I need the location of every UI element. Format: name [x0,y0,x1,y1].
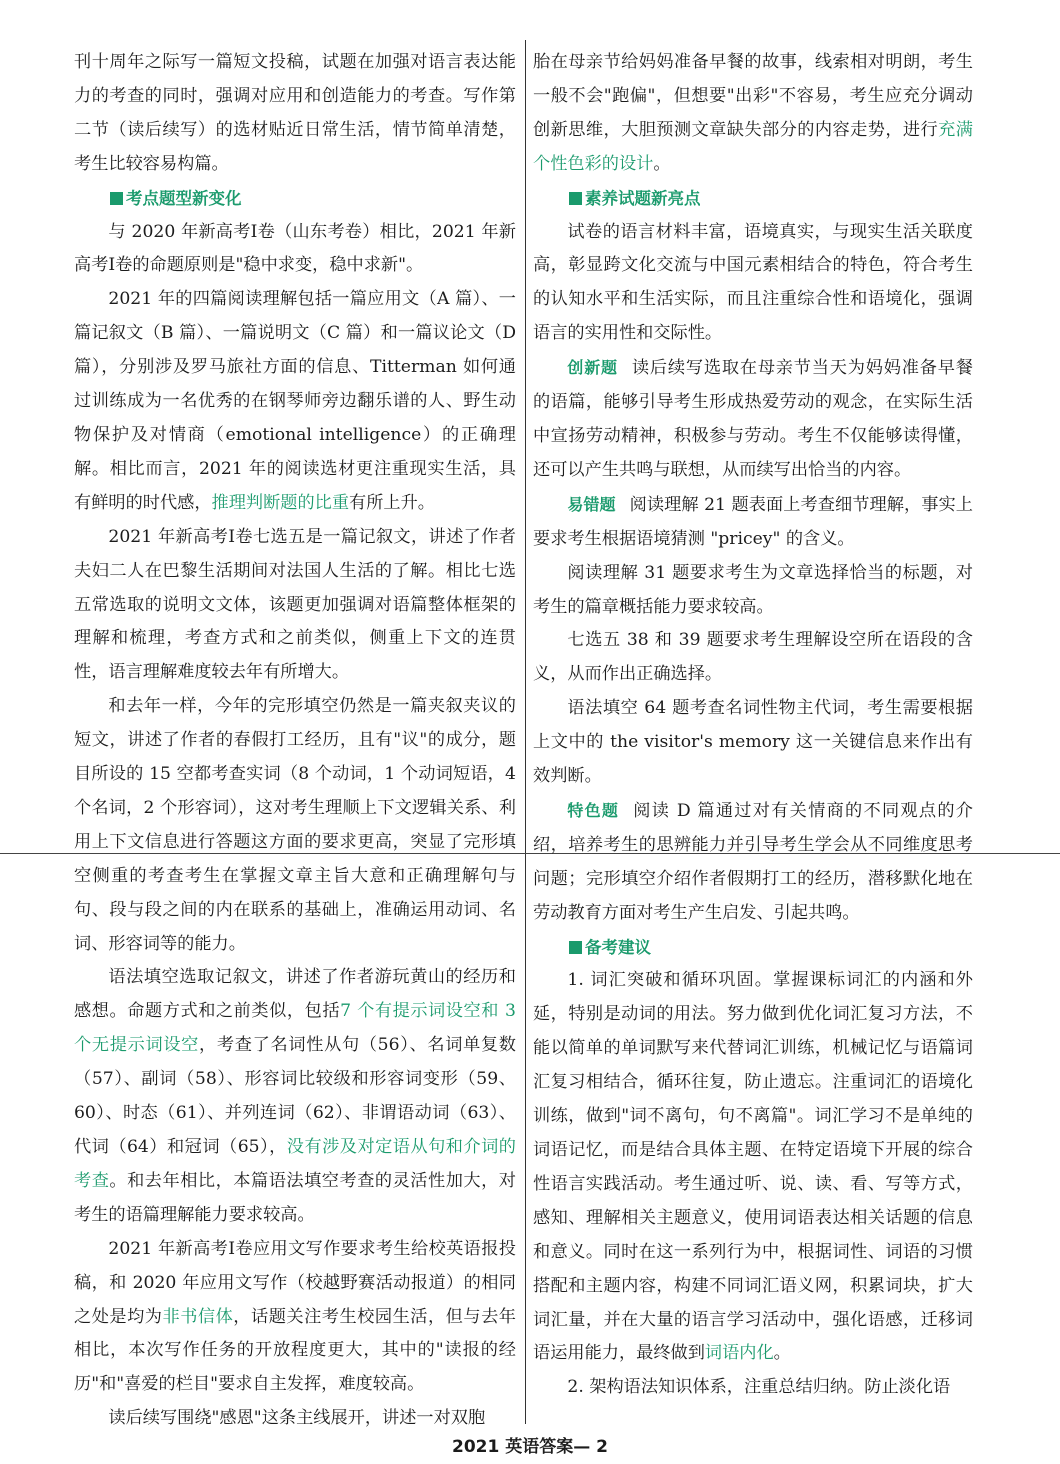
paragraph: 语法填空选取记叙文，讲述了作者游玩黄山的经历和感想。命题方式和之前类似，包括7 个有提示词设空和 3 个无提示词设空，考查了名词性从句（56）、名词单复数（57）、副词（58）、形容词比较级和形容词变形（59、60）、时态（61）、并列连词（62）、非谓语动词（63）、代词（64）和冠词（65），没有涉及对定语从句和介词的考查。和去年相比，本篇语法填空考查的灵活性加大，对考生的语篇理解能力要求较高。 [74,967,516,1225]
keyword-label: 特色题 [567,800,620,820]
page-footer: 2021 英语答案— 2 [452,1437,608,1457]
paragraph: 2021 年的四篇阅读理解包括一篇应用文（A 篇）、一篇记叙文（B 篇）、一篇说明文（C 篇）和一篇议论文（D 篇），分别涉及罗马旅社方面的信息、Titterman 如何通过训练成为一名优秀的在钢琴师旁边翻乐谱的人、野生动物保护及对情商（emotional intelligence）的正确理解。相比而言，2021 年的阅读选材更注重现实生活，具有鲜明的时代感，推理判断题的比重有所上升。 [74,289,516,513]
square-bullet-icon [110,192,123,205]
column-divider [525,40,526,1424]
paragraph: 创新题 读后续写选取在母亲节当天为妈妈准备早餐的语篇，能够引导考生形成热爱劳动的观念，在实际生活中宣扬劳动精神，积极参与劳动。考生不仅能够读得懂，还可以产生共鸣与联想，从而续写出恰当的内容。 [533,358,973,480]
paragraph: 语法填空 64 题考查名词性物主代词，考生需要根据上文中的 the visitor's memory 这一关键信息来作出有效判断。 [533,698,973,787]
paragraph: 特色题 阅读 D 篇通过对有关情商的不同观点的介绍，培养考生的思辨能力并引导考生学会从不同维度思考问题；完形填空介绍作者假期打工的经历，潜移默化地在劳动教育方面对考生产生启发、引起共鸣。 [533,800,973,923]
paragraph: 2021 年新高考Ⅰ卷应用文写作要求考生给校英语报投稿，和 2020 年应用文写作（校越野赛活动报道）的相同之处是均为非书信体，话题关注考生校园生活，但与去年相比，本次写作任务的开放程度更大，其中的"读报的经历"和"喜爱的栏目"要求自主发挥，难度较高。 [74,1238,516,1395]
paragraph: 2021 年新高考Ⅰ卷七选五是一篇记叙文，讲述了作者夫妇二人在巴黎生活期间对法国人生活的了解。相比七选五常选取的说明文文体，该题更加强调对语篇整体框架的理解和梳理，考查方式和之前类似，侧重上下文的连贯性，语言理解难度较去年有所增大。 [74,526,516,683]
keyword-label: 易错题 [567,494,616,514]
paragraph: 1. 词汇突破和循环巩固。掌握课标词汇的内涵和外延，特别是动词的用法。努力做到优化词汇复习方法，不能以简单的单词默写来代替词汇训练，机械记忆与语篇词汇复习相结合，循环往复，防止遗忘。注重词汇的语境化训练，做到"词不离句，句不离篇"。词汇学习不是单纯的词语记忆，而是结合具体主题、在特定语境下开展的综合性语言实践活动。考生通过听、说、读、看、写等方式，感知、理解相关主题意义，使用词语表达相关话题的信息和意义。同时在这一系列行为中，根据词性、词语的习惯搭配和主题内容，构建不同词汇语义网，积累词块，扩大词汇量，并在大量的语言学习活动中，强化语感，迁移词语运用能力，最终做到词语内化。 [533,970,973,1364]
section-heading: 素养试题新亮点 [533,182,973,216]
left-column [74,46,516,1436]
highlight-text: 推理判断题的比重 [211,492,350,513]
paragraph: 和去年一样，今年的完形填空仍然是一篇夹叙夹议的短文，讲述了作者的春假打工经历，且有"议"的成分，题目所设的 15 空都考查实词（8 个动词，1 个动词短语，4 个名词，2 个形容词），这对考生理顺上下文逻辑关系、利用上下文信息进行答题这方面的要求更高，突显了完形填空侧重的考查考生在掌握文章主旨大意和正确理解句与句、段与段之间的内在联系的基础上，准确运用动词、名词、形容词等的能力。 [74,696,516,954]
paragraph: 2. 架构语法知识体系，注重总结归纳。防止淡化语 [567,1377,951,1398]
section-heading: 考点题型新变化 [74,182,516,216]
paragraph: 七选五 38 和 39 题要求考生理解设空所在语段的含义，从而作出正确选择。 [533,630,973,685]
section-heading: 备考建议 [533,931,973,965]
paragraph: 胎在母亲节给妈妈准备早餐的故事，线索相对明朗，考生一般不会"跑偏"，但想要"出彩"不容易，考生应充分调动创新思维，大胆预测文章缺失部分的内容走势，进行充满个性色彩的设计。 [533,52,973,174]
square-bullet-icon [569,192,582,205]
paragraph: 读后续写围绕"感恩"这条主线展开，讲述一对双胞 [108,1408,486,1429]
square-bullet-icon [569,941,582,954]
highlight-text: 充满个性色彩的设计 [533,119,973,174]
right-column [533,46,973,1405]
highlight-text: 没有涉及对定语从句和介词的考查 [74,1137,516,1191]
paragraph: 阅读理解 31 题要求考生为文章选择恰当的标题，对考生的篇章概括能力要求较高。 [533,562,973,617]
highlight-text: 词语内化 [704,1343,774,1364]
paragraph: 刊十周年之际写一篇短文投稿，试题在加强对语言表达能力的考查的同时，强调对应用和创造能力的考查。写作第二节（读后续写）的选材贴近日常生活，情节简单清楚，考生比较容易构篇。 [74,52,516,174]
keyword-label: 创新题 [567,358,618,378]
paragraph: 试卷的语言材料丰富，语境真实，与现实生活关联度高，彰显跨文化交流与中国元素相结合的特色，符合考生的认知水平和生活实际，而且注重综合性和语境化，强调语言的实用性和交际性。 [533,221,973,344]
paragraph: 与 2020 年新高考Ⅰ卷（山东考卷）相比，2021 年新高考Ⅰ卷的命题原则是"稳中求变，稳中求新"。 [74,221,516,276]
highlight-text: 非书信体 [162,1306,234,1327]
highlight-text: 7 个有提示词设空和 3 个无提示词设空 [74,1001,516,1056]
paragraph: 易错题 阅读理解 21 题表面上考查细节理解，事实上要求考生根据语境猜测 "pricey" 的含义。 [533,494,973,549]
